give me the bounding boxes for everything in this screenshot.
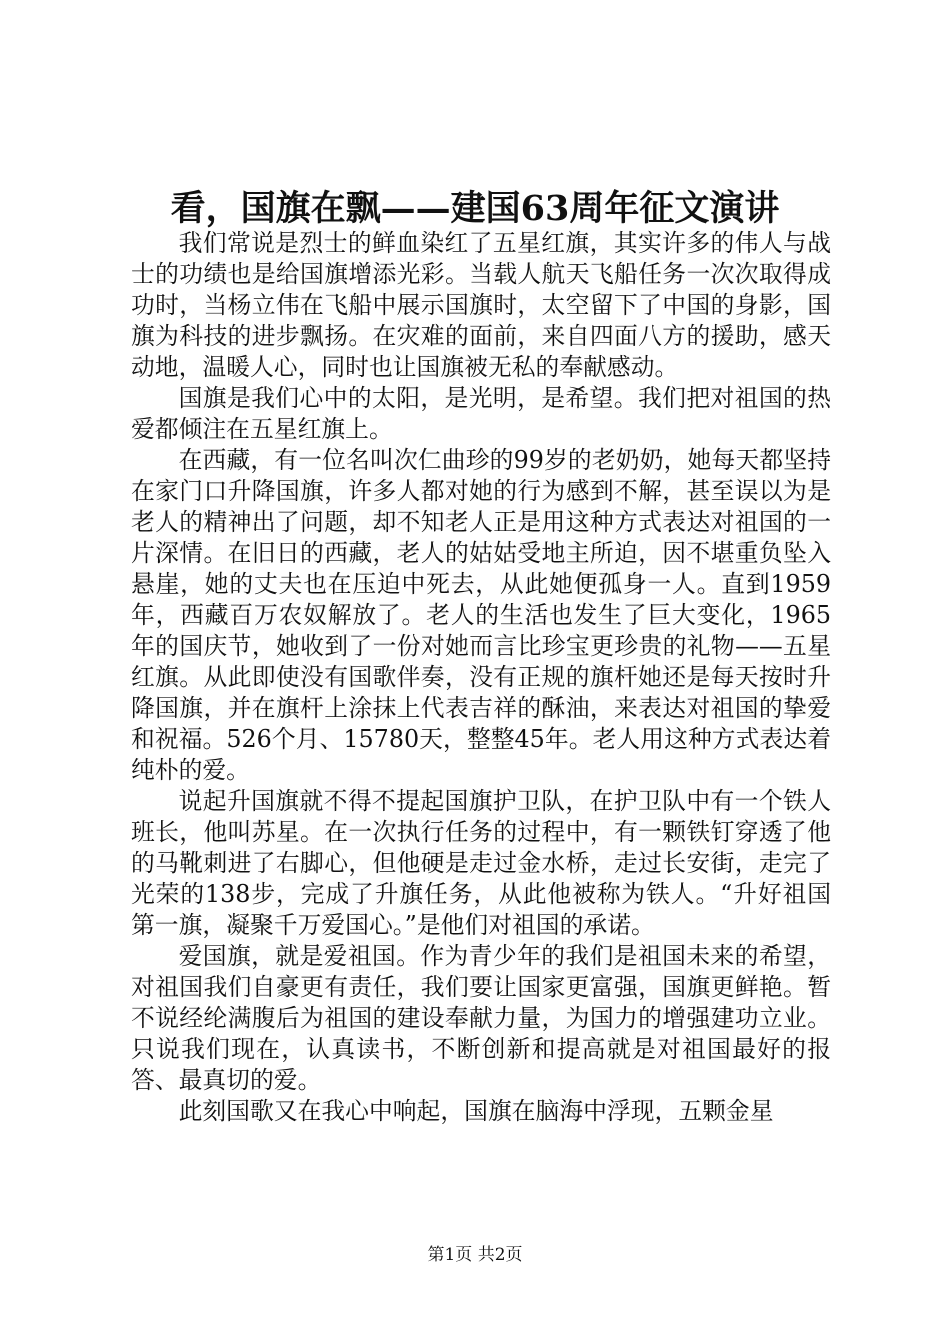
paragraph: 国旗是我们心中的太阳，是光明，是希望。我们把对祖国的热爱都倾注在五星红旗上。	[131, 384, 831, 443]
paragraph: 爱国旗，就是爱祖国。作为青少年的我们是祖国未来的希望，对祖国我们自豪更有责任，我们要让国家更富强，国旗更鲜艳。暂不说经纶满腹后为祖国的建设奉献力量，为国力的增强建功立业。只说我们现在，认真读书，不断创新和提高就是对祖国最好的报答、最真切的爱。	[131, 942, 831, 1094]
document-body	[131, 228, 831, 1127]
paragraph: 在西藏，有一位名叫次仁曲珍的99岁的老奶奶，她每天都坚持在家门口升降国旗，许多人都对她的行为感到不解，甚至误以为是老人的精神出了问题，却不知老人正是用这种方式表达对祖国的一片深情。在旧日的西藏，老人的姑姑受地主所迫，因不堪重负坠入悬崖，她的丈夫也在压迫中死去，从此她便孤身一人。直到1959年，西藏百万农奴解放了。老人的生活也发生了巨大变化，1965年的国庆节，她收到了一份对她而言比珍宝更珍贵的礼物——五星红旗。从此即使没有国歌伴奏，没有正规的旗杆她还是每天按时升降国旗，并在旗杆上涂抹上代表吉祥的酥油，来表达对祖国的挚爱和祝福。526个月、15780天，整整45年。老人用这种方式表达着纯朴的爱。	[131, 446, 831, 784]
paragraph: 说起升国旗就不得不提起国旗护卫队，在护卫队中有一个铁人班长，他叫苏星。在一次执行任务的过程中，有一颗铁钉穿透了他的马靴刺进了右脚心，但他硬是走过金水桥，走过长安街，走完了光荣的138步，完成了升旗任务，从此他被称为铁人。“升好祖国第一旗，凝聚千万爱国心。”是他们对祖国的承诺。	[131, 787, 831, 939]
document-title: 看，国旗在飘——建国63周年征文演讲	[170, 188, 780, 229]
page-number-footer: 第1页 共2页	[427, 1245, 523, 1265]
paragraph: 我们常说是烈士的鲜血染红了五星红旗，其实许多的伟人与战士的功绩也是给国旗增添光彩。当载人航天飞船任务一次次取得成功时，当杨立伟在飞船中展示国旗时，太空留下了中国的身影，国旗为科技的进步飘扬。在灾难的面前，来自四面八方的援助，感天动地，温暖人心，同时也让国旗被无私的奉献感动。	[131, 229, 831, 381]
paragraph: 此刻国歌又在我心中响起，国旗在脑海中浮现，五颗金星	[178, 1097, 774, 1125]
